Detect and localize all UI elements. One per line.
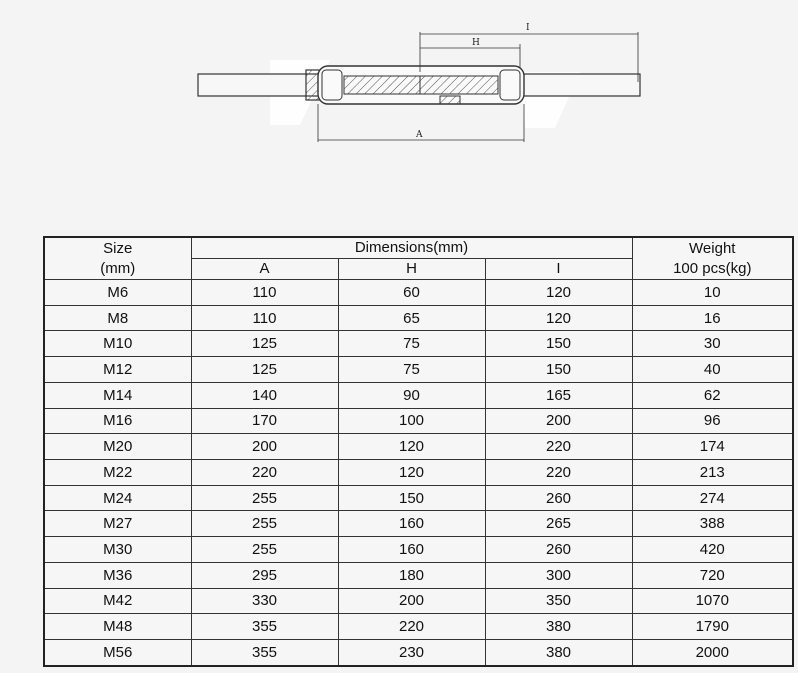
table-row xyxy=(44,614,793,640)
cell-size: M27 xyxy=(44,511,191,537)
cell-i: 150 xyxy=(485,331,632,357)
cell-size: M20 xyxy=(44,434,191,460)
cell-size: M24 xyxy=(44,485,191,511)
cell-a: 140 xyxy=(191,382,338,408)
cell-i: 260 xyxy=(485,485,632,511)
cell-i: 120 xyxy=(485,305,632,331)
cell-weight: 174 xyxy=(632,434,793,460)
cell-weight: 40 xyxy=(632,357,793,383)
cell-weight: 213 xyxy=(632,460,793,486)
cell-a: 125 xyxy=(191,357,338,383)
cell-h: 160 xyxy=(338,537,485,563)
cell-i: 220 xyxy=(485,460,632,486)
cell-weight: 388 xyxy=(632,511,793,537)
turnbuckle-diagram xyxy=(0,0,798,200)
cell-h: 90 xyxy=(338,382,485,408)
cell-size: M48 xyxy=(44,614,191,640)
cell-weight: 420 xyxy=(632,537,793,563)
table-row xyxy=(44,511,793,537)
cell-size: M16 xyxy=(44,408,191,434)
cell-weight: 62 xyxy=(632,382,793,408)
cell-weight: 16 xyxy=(632,305,793,331)
cell-a: 355 xyxy=(191,640,338,666)
header-size xyxy=(44,237,191,280)
cell-size: M12 xyxy=(44,357,191,383)
cell-i: 165 xyxy=(485,382,632,408)
cell-weight: 30 xyxy=(632,331,793,357)
cell-h: 65 xyxy=(338,305,485,331)
cell-weight: 2000 xyxy=(632,640,793,666)
cell-a: 295 xyxy=(191,562,338,588)
cell-a: 255 xyxy=(191,537,338,563)
cell-size: M8 xyxy=(44,305,191,331)
cell-a: 220 xyxy=(191,460,338,486)
cell-h: 75 xyxy=(338,331,485,357)
cell-h: 200 xyxy=(338,588,485,614)
header-size-unit: (mm) xyxy=(100,259,136,277)
cell-i: 380 xyxy=(485,614,632,640)
table-row xyxy=(44,588,793,614)
table-row xyxy=(44,357,793,383)
header-a: A xyxy=(191,259,338,280)
cell-a: 110 xyxy=(191,305,338,331)
cell-size: M14 xyxy=(44,382,191,408)
cell-size: M42 xyxy=(44,588,191,614)
cell-h: 75 xyxy=(338,357,485,383)
cell-h: 60 xyxy=(338,280,485,306)
cell-weight: 1790 xyxy=(632,614,793,640)
cell-h: 220 xyxy=(338,614,485,640)
cell-size: M56 xyxy=(44,640,191,666)
right-rod xyxy=(520,74,640,96)
cell-i: 265 xyxy=(485,511,632,537)
cell-a: 110 xyxy=(191,280,338,306)
cell-h: 120 xyxy=(338,460,485,486)
cell-h: 120 xyxy=(338,434,485,460)
cell-size: M10 xyxy=(44,331,191,357)
dimension-label-h: H xyxy=(472,38,480,48)
lock-nut xyxy=(440,96,460,104)
header-weight-label: Weight xyxy=(689,239,736,257)
cell-i: 220 xyxy=(485,434,632,460)
cell-i: 260 xyxy=(485,537,632,563)
cell-size: M6 xyxy=(44,280,191,306)
cell-a: 355 xyxy=(191,614,338,640)
table-row xyxy=(44,305,793,331)
specifications-table xyxy=(43,236,794,667)
cell-h: 150 xyxy=(338,485,485,511)
cell-i: 350 xyxy=(485,588,632,614)
header-weight-unit: 100 pcs(kg) xyxy=(673,259,752,277)
header-size-label: Size xyxy=(103,239,133,257)
table-row xyxy=(44,280,793,306)
dimension-label-a: A xyxy=(416,130,423,140)
header-h: H xyxy=(338,259,485,280)
table-row xyxy=(44,408,793,434)
cell-a: 255 xyxy=(191,485,338,511)
cell-a: 125 xyxy=(191,331,338,357)
cell-size: M22 xyxy=(44,460,191,486)
cell-h: 230 xyxy=(338,640,485,666)
left-rod xyxy=(198,74,320,96)
table-row xyxy=(44,434,793,460)
table-row xyxy=(44,537,793,563)
cell-a: 330 xyxy=(191,588,338,614)
cell-weight: 720 xyxy=(632,562,793,588)
inner-thread xyxy=(344,76,498,94)
table-row xyxy=(44,640,793,666)
table-row xyxy=(44,485,793,511)
turnbuckle-drawing xyxy=(0,0,798,200)
cell-h: 160 xyxy=(338,511,485,537)
cell-i: 120 xyxy=(485,280,632,306)
table-row xyxy=(44,382,793,408)
cell-size: M30 xyxy=(44,537,191,563)
header-i: I xyxy=(485,259,632,280)
header-dimensions: Dimensions(mm) xyxy=(191,237,632,259)
cell-weight: 96 xyxy=(632,408,793,434)
cell-weight: 1070 xyxy=(632,588,793,614)
cell-i: 200 xyxy=(485,408,632,434)
cell-size: M36 xyxy=(44,562,191,588)
cell-i: 380 xyxy=(485,640,632,666)
cell-weight: 274 xyxy=(632,485,793,511)
cell-i: 300 xyxy=(485,562,632,588)
dimension-label-i: I xyxy=(526,23,530,33)
cell-h: 180 xyxy=(338,562,485,588)
cell-h: 100 xyxy=(338,408,485,434)
cell-weight: 10 xyxy=(632,280,793,306)
cell-i: 150 xyxy=(485,357,632,383)
table-row xyxy=(44,331,793,357)
cell-a: 255 xyxy=(191,511,338,537)
cell-a: 170 xyxy=(191,408,338,434)
table-row xyxy=(44,562,793,588)
header-weight xyxy=(632,237,793,280)
cell-a: 200 xyxy=(191,434,338,460)
table-row xyxy=(44,460,793,486)
